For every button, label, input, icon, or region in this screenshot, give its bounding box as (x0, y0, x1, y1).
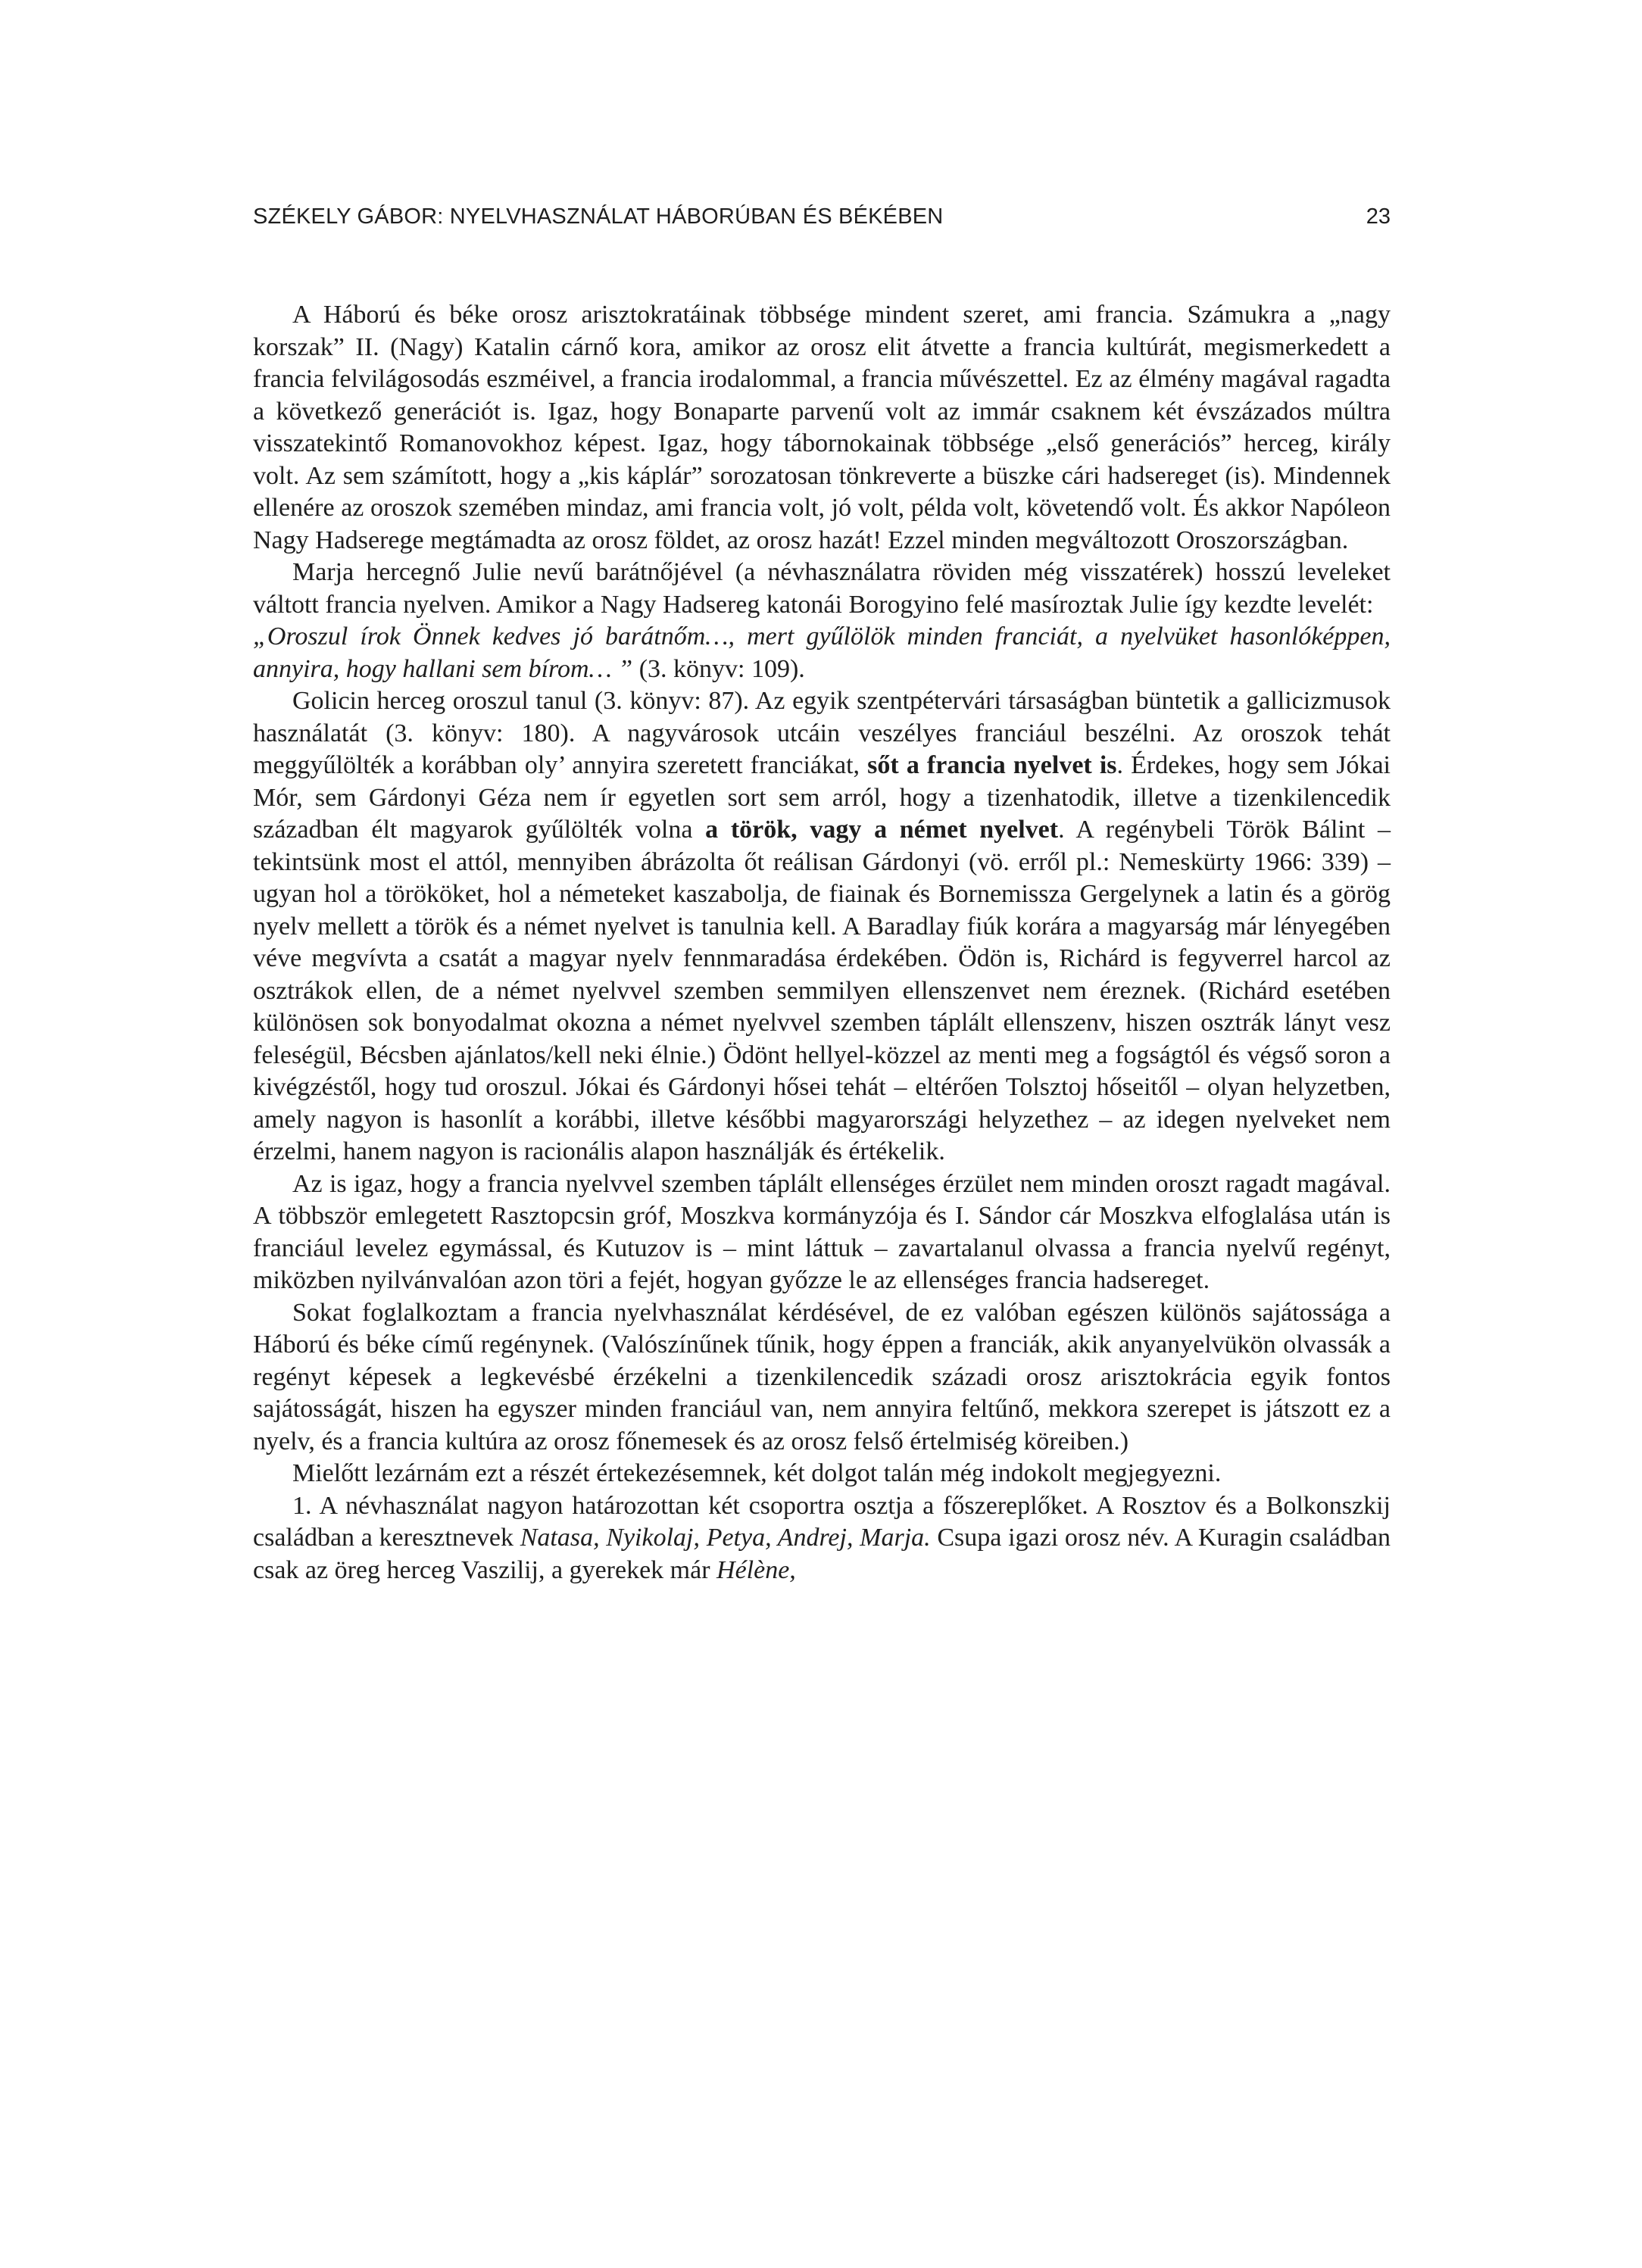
paragraph-3 (253, 685, 1391, 1168)
paragraph-7-italic-1: Natasa, Nyikolaj, Petya, Andrej, Marja. (520, 1524, 931, 1552)
paragraph-3-bold-1: sőt a francia nyelvet is (867, 751, 1117, 779)
paragraph-3-part-b: . Érdekes, hogy sem Jókai Mór, sem Gárdonyi Géza nem ír egyetlen sort sem arról, hogy a tizenhatodik, illetve a tizenkilencedik században élt magyarok gyűlölték volna (253, 751, 1391, 844)
paragraph-7 (253, 1490, 1391, 1587)
quotation-text: „Oroszul írok Önnek kedves jó barátnőm…, mert gyűlölök minden franciát, a nyelvüket hasonlóképpen, annyira, hogy hallani sem bírom… ” (253, 622, 1391, 683)
paragraph-3-part-c: . A regénybeli Török Bálint – tekintsünk most el attól, mennyiben ábrázolta őt reálisan Gárdonyi (vö. erről pl.: Nemeskürty 1966: 339) – ugyan hol a törököket, hol a németeket kaszabolja, de fiainak és Bornemissza Gergelynek a latin és a görög nyelv mellett a török és a német nyelvet is tanulnia kell. A Baradlay fiúk korára a magyarság már lényegében véve megvívta a csatát a magyar nyelv fennmaradása érdekében. Ödön is, Richárd is fegyverrel harcol az osztrákok ellen, de a német nyelvvel szemben semmilyen ellenszenvet nem éreznek. (Richárd esetében különösen sok bonyodalmat okozna a német nyelvvel szemben táplált ellenszenv, hiszen osztrák lányt vesz feleségül, Bécsben ajánlatos/kell neki élnie.) Ödönt hellyel-közzel az menti meg a fogságtól és végső soron a kivégzéstől, hogy tud oroszul. Jókai és Gárdonyi hősei tehát – eltérően Tolsztoj hőseitől – olyan helyzetben, amely nagyon is hasonlít a korábbi, illetve későbbi magyarországi helyzethez – az idegen nyelveket nem érzelmi, hanem nagyon is racionális alapon használják és értékelik. (253, 816, 1391, 1165)
quotation (253, 621, 1391, 685)
paragraph-3-bold-2: a török, vagy a német nyelvet (705, 816, 1059, 844)
paragraph-1: A Háború és béke orosz arisztokratáinak többsége mindent szeret, ami francia. Számukra a „nagy korszak” II. (Nagy) Katalin cárnő kora, amikor az orosz elit átvette a francia kultúrát, megismerkedett a francia felvilágosodás eszméivel, a francia irodalommal, a francia művészettel. Ez az élmény magával ragadta a következő generációt is. Igaz, hogy Bonaparte parvenű volt az immár csaknem két évszázados múltra visszatekintő Romanovokhoz képest. Igaz, hogy tábornokainak többsége „első generációs” herceg, király volt. Az sem számított, hogy a „kis káplár” sorozatosan tönkreverte a büszke cári hadsereget (is). Mindennek ellenére az oroszok szemében mindaz, ami francia volt, jó volt, példa volt, követendő volt. És akkor Napóleon Nagy Hadserege megtámadta az orosz földet, az orosz hazát! Ezzel minden megváltozott Oroszországban. (253, 301, 1391, 554)
paragraph-6: Mielőtt lezárnám ezt a részét értekezésemnek, két dolgot talán még indokolt megjegyezni. (292, 1459, 1222, 1487)
page-number: 23 (1366, 204, 1391, 229)
paragraph-4: Az is igaz, hogy a francia nyelvvel szemben táplált ellenséges érzület nem minden oroszt ragadt magával. A többször emlegetett Rasztopcsin gróf, Moszkva kormányzója és I. Sándor cár Moszkva elfoglalása után is franciául levelez egymással, és Kutuzov is – mint láttuk – zavartalanul olvassa a francia nyelvű regényt, miközben nyilvánvalóan azon töri a fejét, hogyan győzze le az ellenséges francia hadsereget. (253, 1169, 1391, 1294)
paragraph-3-part-a: Golicin herceg oroszul tanul (3. könyv: 87). Az egyik szentpétervári társaságban büntetik a gallicizmusok használatát (3. könyv: 180). A nagyvárosok utcáin veszélyes franciául beszélni. Az oroszok tehát meggyűlölték a korábban oly’ annyira szeretett franciákat, (253, 687, 1391, 779)
paragraph-7-part-a: 1. A névhasználat nagyon határozottan két csoportra osztja a főszereplőket. A Rosztov és a Bolkonszkij családban a keresztnevek (253, 1491, 1391, 1552)
paragraph-7-italic-2: Hélène, (716, 1555, 796, 1584)
body-text (253, 299, 1391, 1586)
paragraph-7-part-b: Csupa igazi orosz név. A Kuragin családban csak az öreg herceg Vaszilij, a gyerekek már (253, 1524, 1391, 1584)
paragraph-2: Marja hercegnő Julie nevű barátnőjével (a névhasználatra röviden még visszatérek) hosszú leveleket váltott francia nyelven. Amikor a Nagy Hadsereg katonái Borogyino felé masíroztak Julie így kezdte levelét: (253, 558, 1391, 619)
paragraph-5: Sokat foglalkoztam a francia nyelvhasználat kérdésével, de ez valóban egészen különös sajátossága a Háború és béke című regénynek. (Valószínűnek tűnik, hogy éppen a franciák, akik anyanyelvükön olvassák a regényt képesek a legkevésbé érzékelni a tizenkilencedik századi orosz arisztokrácia egyik fontos sajátosságát, hiszen ha egyszer minden franciául van, nem annyira feltűnő, mekkora szerepet is játszott ez a nyelv, és a francia kultúra az orosz főnemesek és az orosz felső értelmiség köreiben.) (253, 1298, 1391, 1455)
quotation-reference: (3. könyv: 109). (632, 654, 805, 683)
running-title: SZÉKELY GÁBOR: NYELVHASZNÁLAT HÁBORÚBAN ÉS BÉKÉBEN (253, 204, 944, 229)
